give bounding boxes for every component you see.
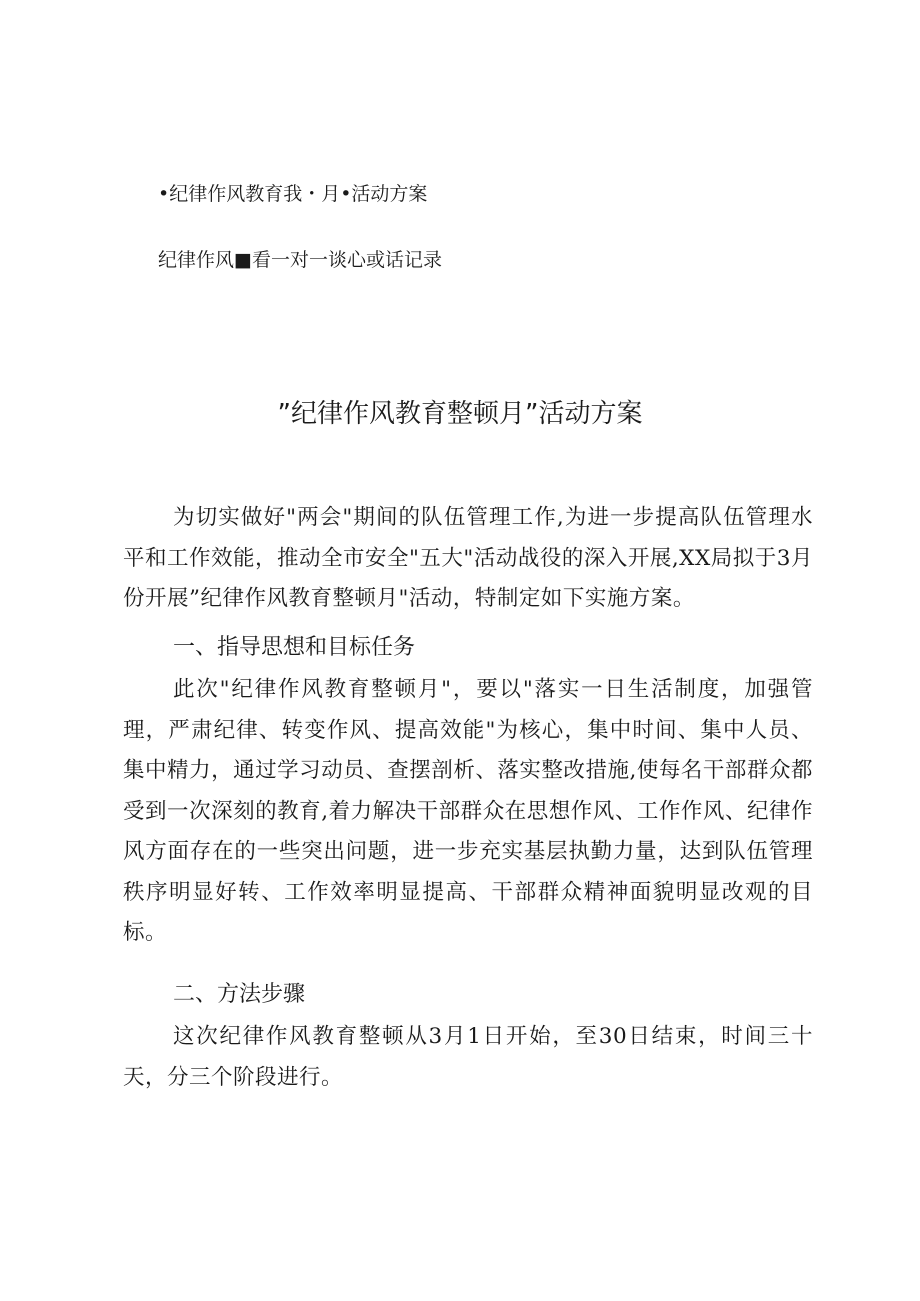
section2-paragraph: 这次纪律作风教育整顿从3月1日开始，至30日结束，时间三十天，分三个阶段进行。 [123, 1024, 813, 1090]
section1-paragraph: 此次"纪律作风教育整顿月"，要以"落实一日生活制度，加强管理，严肃纪律、转变作风、提高效能"为核心，集中时间、集中人员、集中精力，通过学习动员、查摆剖析、落实整改措施,使每名干部群众都受到一次深刻的教育,着力解决干部群众在思想作风、工作作风、纪律作风方面存在的一些突出问题，进一步充实基层执勤力量，达到队伍管理秩序明显好转、工作效率明显提高、干部群众精神面貌明显改观的目标。 [123, 677, 813, 945]
section-heading-1: 一、指导思想和目标任务 [173, 635, 416, 660]
intro-paragraph: 为切实做好"两会"期间的队伍管理工作,为进一步提高队伍管理水平和工作效能，推动全市安全"五大"活动战役的深入开展,XX局拟于3月份开展”纪律作风教育整顿月"活动，特制定如下实施方案。 [123, 505, 813, 611]
section-heading-2: 二、方法步骤 [173, 982, 306, 1007]
toc-entry-2: 纪律作风■看一对一谈心或话记录 [158, 249, 442, 271]
toc-entry-1: •纪律作风教育我・月•活动方案 [158, 183, 428, 205]
document-title: ”纪律作风教育整顿月”活动方案 [277, 399, 643, 429]
